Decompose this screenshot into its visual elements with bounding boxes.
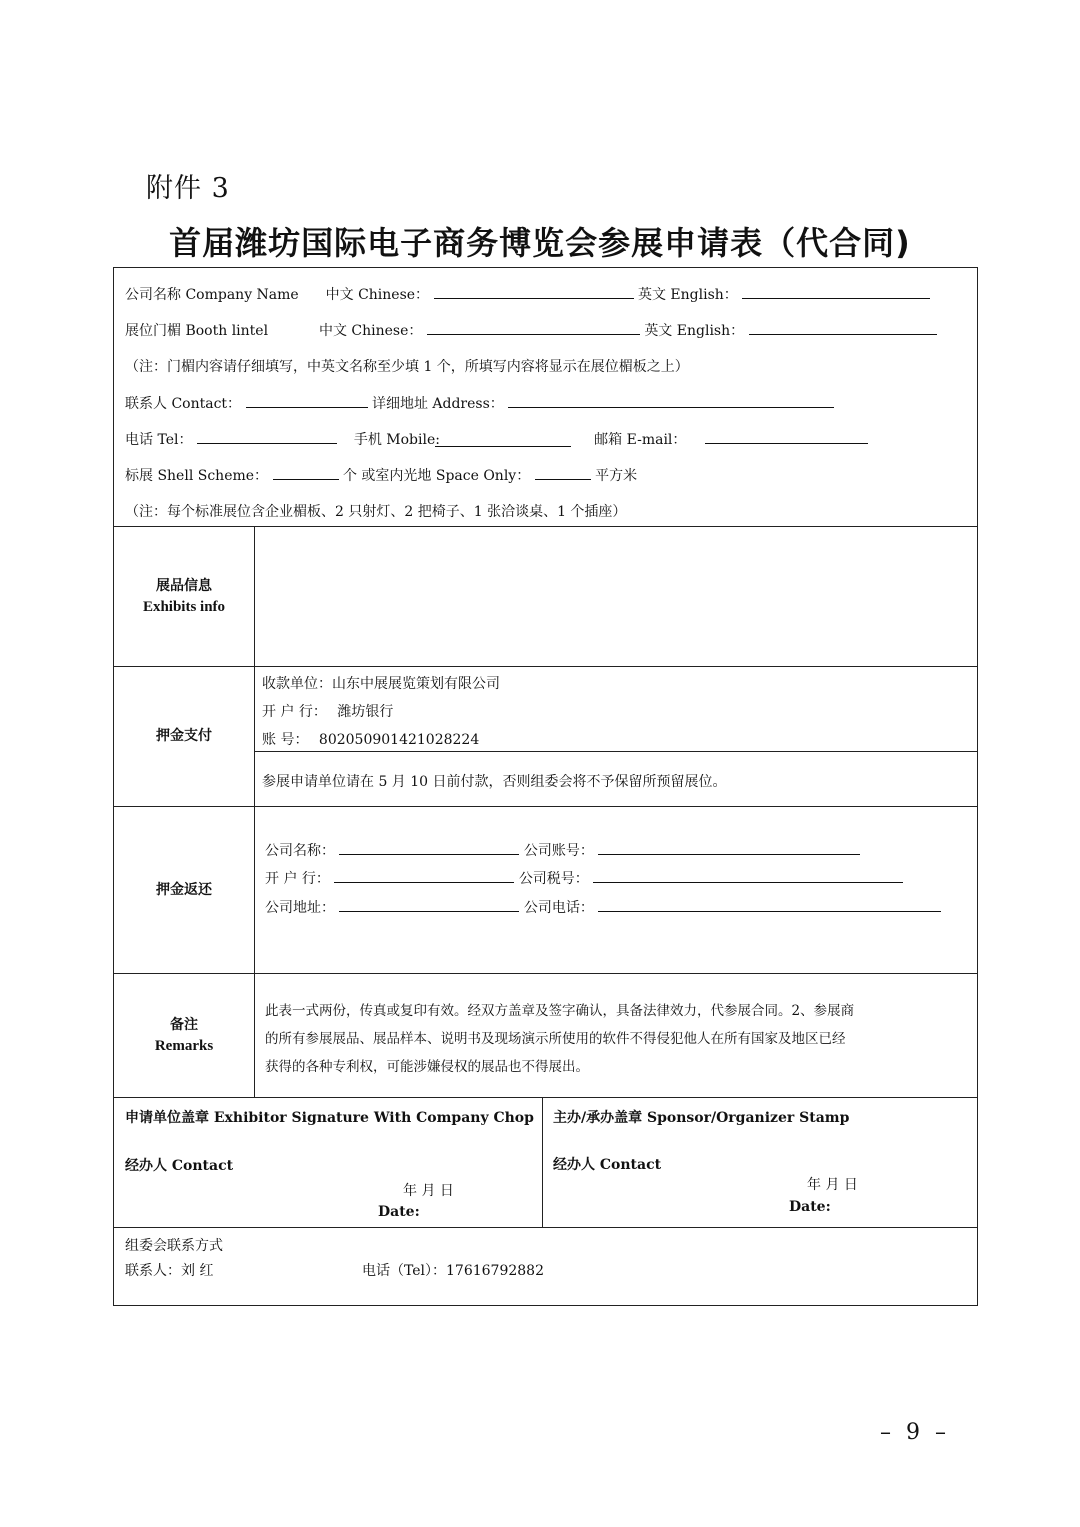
mobile-colon: : [435,432,440,448]
return-address-field[interactable] [339,897,519,912]
return-phone-label: 公司电话： [523,900,594,916]
bank-info-cell [255,667,978,752]
organizer-cell [114,1228,978,1306]
sponsor-signature-cell[interactable] [543,1098,978,1228]
payment-deadline-note: 参展申请单位请在 5 月 10 日前付款，否则组委会将不予保留所预留展位。 [262,774,727,790]
account-label: 账 号： [262,732,309,748]
lintel-english-field[interactable] [749,320,937,335]
sponsor-date-label: Date: [789,1199,831,1215]
basic-info-cell [114,268,978,527]
booth-type-line [125,465,637,485]
company-english-field[interactable] [742,284,930,299]
shell-scheme-field[interactable] [273,465,339,480]
bank-line [262,701,393,721]
sponsor-stamp-label: 主办/承办盖章 Sponsor/Organizer Stamp [553,1110,850,1126]
exhibits-label-cell [114,527,255,667]
return-phone-field[interactable] [598,897,941,912]
company-english-label: 英文 English： [637,287,738,303]
remarks-row [114,974,978,1098]
lintel-english-label: 英文 English： [644,323,745,339]
return-bank-label: 开 户 行： [265,871,330,887]
account-line [262,729,479,749]
remarks-cell [255,974,978,1098]
deposit-return-label: 押金返还 [156,881,212,898]
signature-row [114,1098,978,1228]
sponsor-ymd: 年 月 日 [807,1177,858,1193]
return-line-1 [265,840,860,860]
page-number: – 9 – [880,1420,950,1445]
exhibitor-signature-cell[interactable] [114,1098,543,1228]
return-company-account-label: 公司账号： [523,843,594,859]
deposit-return-label-cell [114,807,255,974]
exhibits-input-cell[interactable] [255,527,978,667]
remarks-label-cn: 备注 [170,1016,198,1033]
company-chinese-field[interactable] [434,284,634,299]
tel-field[interactable] [197,429,337,444]
remarks-line-3: 获得的各种专利权，可能涉嫌侵权的展品也不得展出。 [265,1059,589,1075]
email-label: 邮箱 E-mail： [594,432,687,448]
exhibits-row [114,527,978,667]
exhibitor-contact-label: 经办人 Contact [125,1158,234,1174]
exhibitor-ymd: 年 月 日 [403,1183,454,1199]
organizer-row [114,1228,978,1306]
form-title: 首届潍坊国际电子商务博览会参展申请表（代合同) [169,224,911,262]
phone-line [125,429,868,449]
return-company-account-field[interactable] [598,840,860,855]
sponsor-contact-label: 经办人 Contact [553,1157,662,1173]
company-name-label: 公司名称 Company Name [125,287,299,303]
contact-field[interactable] [246,393,368,408]
deposit-pay-label-cell [114,667,255,807]
tel-label: 电话 Tel： [125,432,193,448]
exhibits-label-cn: 展品信息 [156,577,212,594]
space-only-field[interactable] [535,465,591,480]
space-unit: 平方米 [595,468,638,484]
remarks-label-en: Remarks [154,1037,214,1054]
mobile-label: 手机 Mobile [353,432,436,448]
return-company-name-field[interactable] [339,840,519,855]
organizer-title: 组委会联系方式 [125,1238,223,1254]
lintel-note: （注：门楣内容请仔细填写，中英文名称至少填 1 个，所填写内容将显示在展位楣板之上） [125,359,689,375]
company-name-line [125,284,930,304]
bank-value: 潍坊银行 [337,704,394,720]
shell-unit: 个 [342,468,357,484]
return-line-3 [265,897,941,917]
address-label: 详细地址 Address： [371,396,504,412]
exhibits-label-en: Exhibits info [142,598,226,615]
contact-label: 联系人 Contact： [125,396,242,412]
booth-note: （注：每个标准展位含企业楣板、2 只射灯、2 把椅子、1 张洽谈桌、1 个插座） [125,504,627,520]
deposit-return-cell [255,807,978,974]
address-field[interactable] [508,393,834,408]
remarks-label-cell [114,974,255,1098]
remarks-line-2: 的所有参展展品、展品样本、说明书及现场演示所使用的软件不得侵犯他人在所有国家及地区已经 [265,1031,846,1047]
deposit-pay-row-1 [114,667,978,752]
lintel-chinese-label: 中文 Chinese： [318,323,423,339]
mobile-field[interactable] [435,432,571,447]
shell-scheme-label: 标展 Shell Scheme： [125,468,269,484]
return-address-label: 公司地址： [265,900,335,916]
exhibitor-signature-label: 申请单位盖章 Exhibitor Signature With Company Chop [125,1110,534,1126]
company-chinese-label: 中文 Chinese： [325,287,430,303]
email-field[interactable] [705,429,868,444]
application-form [113,267,978,1306]
bank-label: 开 户 行： [262,704,327,720]
return-line-2 [265,868,903,888]
organizer-person: 联系人：刘 红 [125,1263,214,1279]
return-tax-label: 公司税号： [518,871,589,887]
exhibitor-date-label: Date: [378,1204,420,1220]
deposit-return-row [114,807,978,974]
payment-note-cell [255,752,978,807]
return-tax-field[interactable] [593,868,903,883]
space-only-label: 或室内光地 Space Only： [361,468,531,484]
organizer-tel: 电话（Tel）：17616792882 [362,1263,544,1279]
attachment-label: 附件 3 [146,173,230,204]
deposit-pay-label: 押金支付 [156,728,212,744]
booth-lintel-label: 展位门楣 Booth lintel [125,323,269,339]
return-bank-field[interactable] [334,868,514,883]
return-company-name-label: 公司名称： [265,843,335,859]
account-value: 802050901421028224 [318,732,480,748]
basic-info-row [114,268,978,527]
lintel-chinese-field[interactable] [427,320,640,335]
booth-lintel-line [125,320,937,340]
payee-line: 收款单位：山东中展展览策划有限公司 [262,676,500,692]
contact-line [125,393,834,413]
remarks-line-1: 此表一式两份，传真或复印有效。经双方盖章及签字确认，具备法律效力，代参展合同。2、参展商 [265,1003,855,1019]
